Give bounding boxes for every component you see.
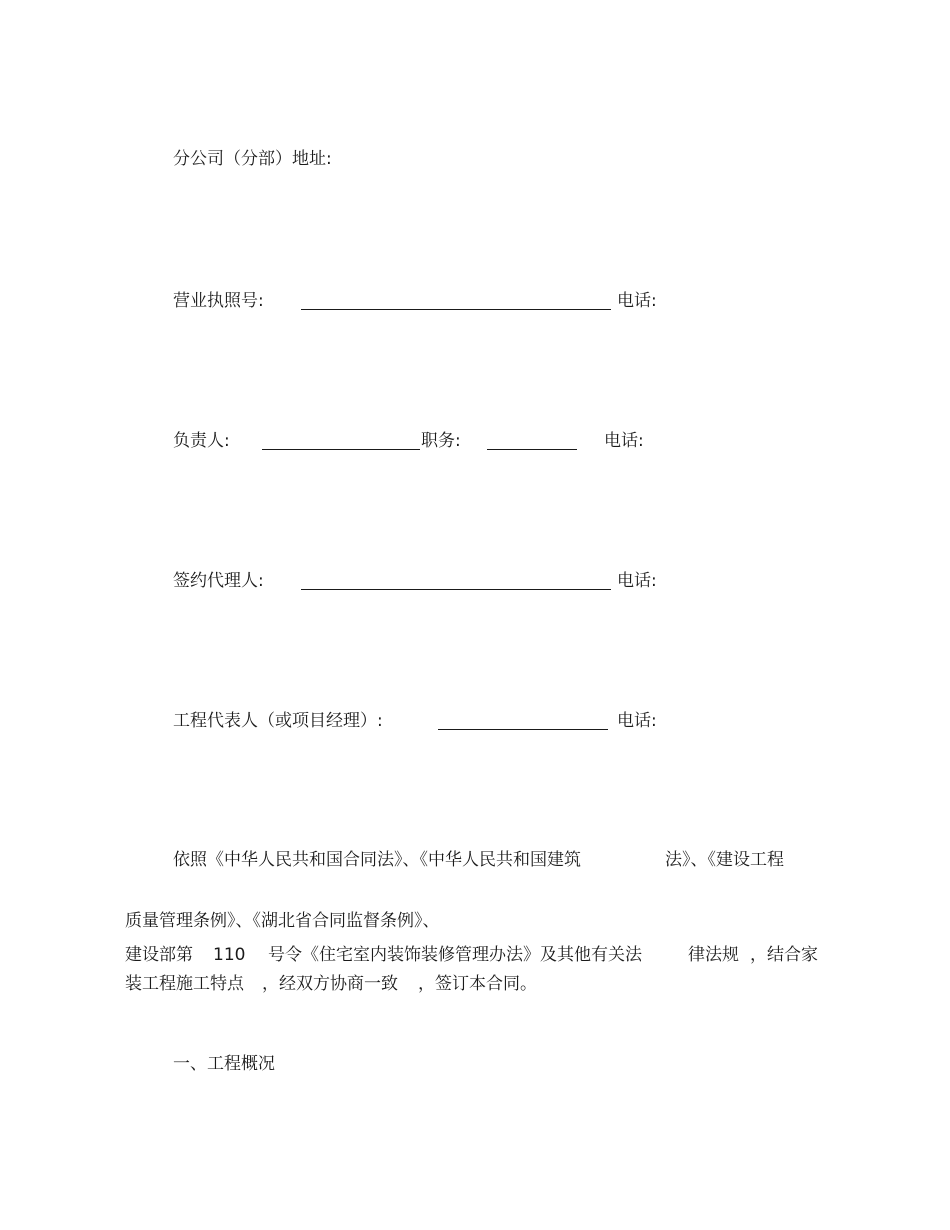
license-label: 营业执照号: bbox=[173, 291, 264, 311]
license-blank[interactable] bbox=[301, 309, 611, 310]
body-p2-line1-c: 号令《住宅室内装饰装修管理办法》及其他有关法 bbox=[268, 945, 642, 965]
position-label: 职务: bbox=[421, 431, 461, 451]
branch-address-label: 分公司（分部）地址: bbox=[173, 149, 332, 169]
agent-phone-label: 电话: bbox=[617, 571, 657, 591]
project-rep-blank[interactable] bbox=[438, 729, 608, 730]
agent-blank[interactable] bbox=[301, 589, 611, 590]
project-rep-label: 工程代表人（或项目经理）: bbox=[173, 711, 383, 731]
body-p2-line1-e: ，结合家 bbox=[750, 945, 818, 965]
body-p2-line1-a: 建设部第 bbox=[125, 945, 193, 965]
body-p2-line1-d: 律法规 bbox=[688, 945, 739, 965]
agent-label: 签约代理人: bbox=[173, 571, 264, 591]
body-p1-line2: 质量管理条例》、《湖北省合同监督条例》、 bbox=[125, 911, 440, 931]
section-heading: 一、工程概况 bbox=[173, 1054, 275, 1074]
body-p1-line1-a: 依照《中华人民共和国合同法》、《中华人民共和国建筑 bbox=[173, 850, 581, 870]
principal-phone-label: 电话: bbox=[604, 431, 644, 451]
body-p2-line2-b: ，经双方协商一致 bbox=[262, 974, 398, 994]
body-p1-line1-b: 法》、《建设工程 bbox=[665, 850, 784, 870]
body-p2-line2-a: 装工程施工特点 bbox=[125, 974, 244, 994]
principal-blank[interactable] bbox=[262, 449, 420, 450]
project-rep-phone-label: 电话: bbox=[617, 711, 657, 731]
body-p2-line2-c: ，签订本合同。 bbox=[418, 974, 537, 994]
position-blank[interactable] bbox=[487, 449, 577, 450]
body-p2-line1-b: 110 bbox=[213, 945, 246, 965]
principal-label: 负责人: bbox=[173, 431, 230, 451]
license-phone-label: 电话: bbox=[617, 291, 657, 311]
